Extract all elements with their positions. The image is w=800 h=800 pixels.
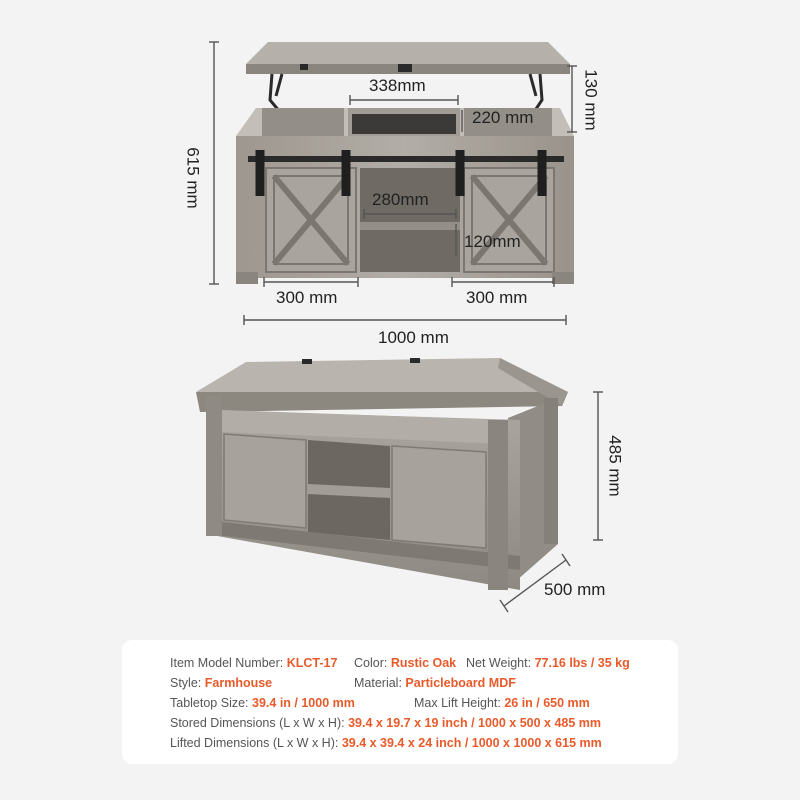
tabletop-label: Tabletop Size: xyxy=(170,696,249,710)
rail-hanger-2-icon xyxy=(344,150,348,196)
material-label: Material: xyxy=(354,676,402,690)
lifted-tabletop-surface xyxy=(246,42,570,64)
weight-value: 77.16 lbs / 35 kg xyxy=(534,656,630,670)
color-label: Color: xyxy=(354,656,388,670)
depth-label: 500 mm xyxy=(544,580,606,599)
barn-door-rail xyxy=(248,156,564,162)
model-value: KLCT-17 xyxy=(286,656,338,670)
lifted-dimensions-value: 39.4 x 39.4 x 24 inch / 1000 x 1000 x 615 mm xyxy=(341,736,602,750)
stored-left-door xyxy=(224,434,306,528)
top-bracket-left-icon xyxy=(300,64,308,70)
rail-hanger-3-icon xyxy=(458,150,462,196)
right-lift-hinge-icon xyxy=(530,74,542,112)
lifted-total-height-label: 615 mm xyxy=(183,147,203,209)
stored-height-label: 485 mm xyxy=(605,435,625,497)
tabletop-value: 39.4 in / 1000 mm xyxy=(252,696,355,710)
center-open-shelf xyxy=(360,168,460,272)
max-lift-label: Max Lift Height: xyxy=(414,696,501,710)
shelf-width-label: 280mm xyxy=(372,190,429,209)
left-door-width-label: 300 mm xyxy=(276,288,338,307)
lift-height-label: 130 mm xyxy=(581,69,601,131)
compartment-width-label: 338mm xyxy=(369,76,426,95)
stored-dimensions-label: Stored Dimensions (L x W x H): xyxy=(170,716,345,730)
rail-hanger-1-icon xyxy=(258,150,262,196)
color-value: Rustic Oak xyxy=(390,656,457,670)
stored-table xyxy=(196,358,568,590)
spec-panel xyxy=(122,640,678,764)
total-length-label: 1000 mm xyxy=(378,328,449,347)
stored-dimensions-value: 39.4 x 19.7 x 19 inch / 1000 x 500 x 485 mm xyxy=(348,716,602,730)
weight-label: Net Weight: xyxy=(466,656,532,670)
lifted-dimensions-label: Lifted Dimensions (L x W x H): xyxy=(170,736,339,750)
shelf-height-label: 120mm xyxy=(464,232,521,251)
max-lift-value: 26 in / 650 mm xyxy=(504,696,590,710)
hidden-compartment xyxy=(352,114,456,134)
rail-hanger-4-icon xyxy=(540,150,544,196)
model-label: Item Model Number: xyxy=(170,656,284,670)
top-bracket-icon xyxy=(398,64,412,72)
style-label: Style: xyxy=(170,676,202,690)
left-lift-hinge-icon xyxy=(270,74,282,112)
style-value: Farmhouse xyxy=(204,676,273,690)
stored-right-door xyxy=(392,446,486,548)
material-value: Particleboard MDF xyxy=(405,676,516,690)
right-door-width-label: 300 mm xyxy=(466,288,528,307)
compartment-depth-label: 220 mm xyxy=(472,108,534,127)
